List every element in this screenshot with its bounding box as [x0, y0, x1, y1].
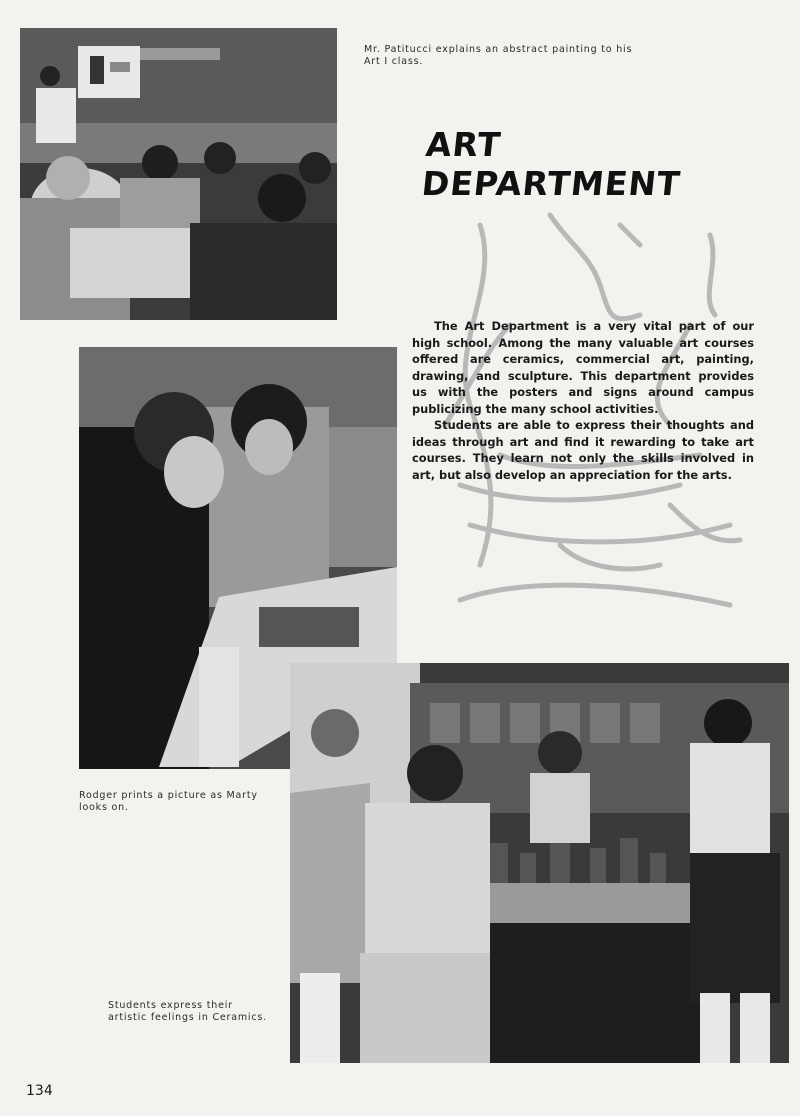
article-paragraph-2: Students are able to express their thoughts and ideas through art and find it rewarding to take art courses. They learn not only the skills involved in art, but also develop an appreciation for the arts.	[412, 418, 754, 482]
article-paragraph-1: The Art Department is a very vital part of our high school. Among the many valuable art courses offered are ceramics, commercial art, painting, drawing, and sculpture. This department provides us with the posters and signs around campus publicizing the many school activities.	[412, 319, 754, 416]
caption-printing: Rodger prints a picture as Marty looks on.	[79, 790, 258, 813]
article-body	[412, 318, 754, 483]
classroom-photo	[20, 28, 337, 320]
caption-classroom: Mr. Patitucci explains an abstract painting to his Art I class.	[364, 44, 633, 67]
caption-ceramics: Students express their artistic feelings in Ceramics.	[108, 1000, 267, 1023]
page-number: 134	[26, 1083, 53, 1099]
ceramics-photo	[290, 663, 789, 1063]
page-title: ART DEPARTMENT	[419, 125, 683, 203]
